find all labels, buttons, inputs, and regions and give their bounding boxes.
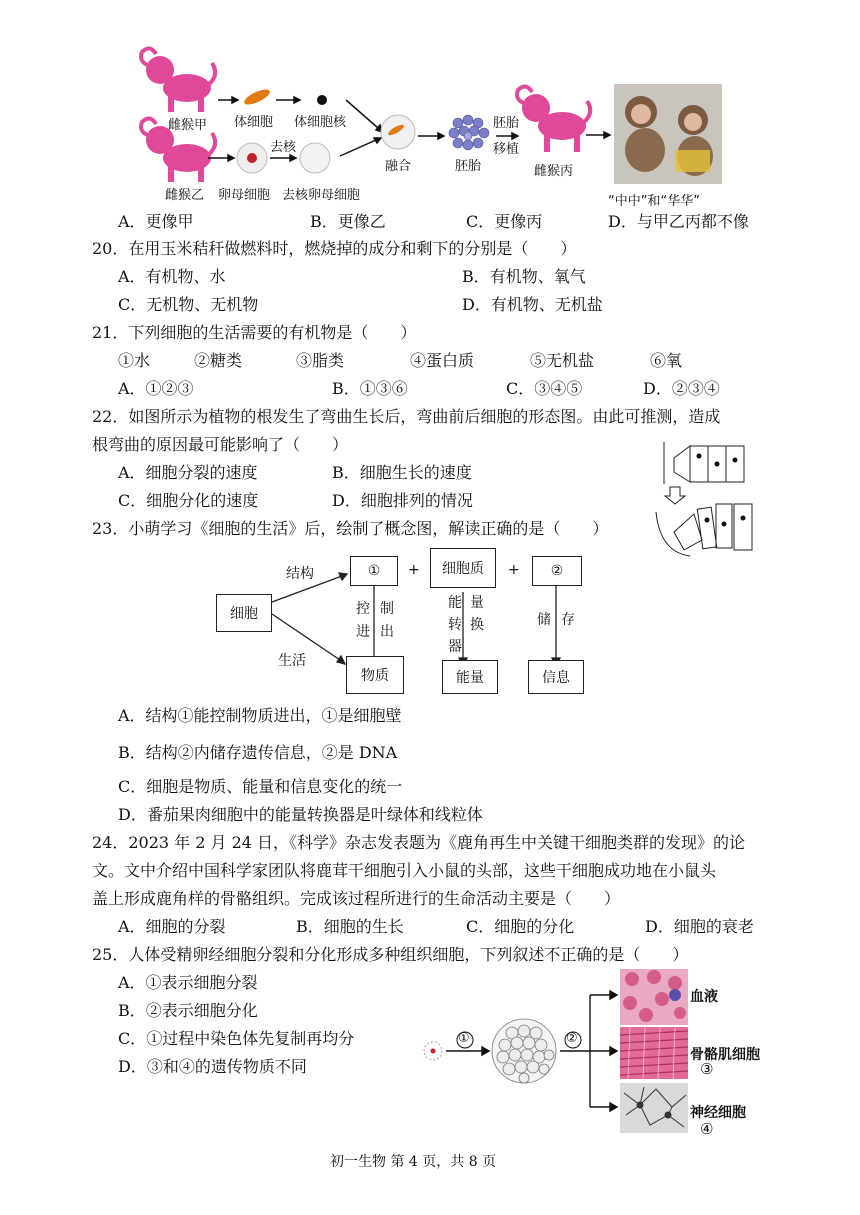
nerve-number-label: ④ [700, 1120, 714, 1138]
embryo-transfer-label-2: 移植 [493, 142, 520, 157]
concept-converter-2: 量 [470, 595, 484, 611]
monkey-a-icon [141, 48, 215, 112]
q24-stem-line3: 盖上形成鹿角样的骨骼组织。完成该过程所进行的生命活动主要是（ ） [92, 889, 621, 908]
fused-cell-icon [381, 115, 415, 149]
concept-control-2: 制 [380, 601, 394, 617]
concept-cytoplasm-box: 细胞质 [430, 548, 496, 588]
q23-option-d[interactable]: D．番茄果肉细胞中的能量转换器是叶绿体和线粒体 [118, 805, 483, 824]
q20-option-a[interactable]: A．有机物、水 [118, 267, 226, 286]
q19-option-d[interactable]: D．与甲乙丙都不像 [608, 212, 749, 231]
q24-option-c[interactable]: C．细胞的分化 [466, 917, 575, 936]
concept-store-2: 存 [561, 612, 575, 628]
q21-item-4: ④蛋白质 [410, 351, 475, 370]
monkey-b-label: 雌猴乙 [165, 188, 205, 203]
muscle-number-label: ③ [700, 1060, 714, 1078]
q21-item-6: ⑥氧 [650, 351, 683, 370]
concept-plus-1: + [408, 562, 420, 578]
q25-option-a[interactable]: A．①表示细胞分裂 [118, 973, 258, 992]
step-2-label: ② [566, 1031, 578, 1046]
monkey-c-label: 雌猴丙 [534, 164, 574, 179]
q22-stem-line2: 根弯曲的原因最可能影响了（ ） [92, 435, 349, 454]
q19-option-a[interactable]: A．更像甲 [118, 212, 194, 231]
q22-stem-line1: 22．如图所示为植物的根发生了弯曲生长后，弯曲前后细胞的形态图。由此可推测，造成 [92, 407, 721, 426]
clones-label: “中中”和“华华” [608, 194, 700, 209]
monkey-a-label: 雌猴甲 [168, 118, 208, 133]
q23-option-c[interactable]: C．细胞是物质、能量和信息变化的统一 [118, 777, 403, 796]
q25-stem: 25．人体受精卵经细胞分裂和分化形成多种组织细胞，下列叙述不正确的是（ ） [92, 945, 689, 964]
body-cell-nucleus-icon [317, 95, 327, 105]
concept-converter-1: 能 [448, 595, 462, 611]
q23-option-a[interactable]: A．结构①能控制物质进出，①是细胞壁 [118, 706, 402, 725]
blood-label: 血液 [690, 989, 718, 1005]
q24-option-d[interactable]: D．细胞的衰老 [645, 917, 754, 936]
concept-plus-2: + [508, 562, 520, 578]
concept-info-box: 信息 [528, 660, 584, 694]
q22-option-c[interactable]: C．细胞分化的速度 [118, 491, 259, 510]
q21-option-a[interactable]: A．①②③ [118, 379, 194, 398]
q20-stem: 20．在用玉米秸秆做燃料时，燃烧掉的成分和剩下的分别是（ ） [92, 239, 577, 258]
body-cell-nucleus-label: 体细胞核 [294, 115, 347, 130]
concept-store-1: 储 [537, 612, 551, 628]
embryo-label: 胚胎 [455, 159, 482, 174]
q21-option-d[interactable]: D．②③④ [643, 379, 720, 398]
concept-box-1: ① [350, 556, 398, 586]
q22-option-a[interactable]: A．细胞分裂的速度 [118, 463, 258, 482]
concept-life-label: 生活 [278, 653, 306, 669]
q19-option-c[interactable]: C．更像丙 [466, 212, 543, 231]
q21-item-2: ②糖类 [194, 351, 243, 370]
blood-tissue-image [620, 969, 688, 1025]
enucleated-egg-label: 去核卵母细胞 [282, 188, 361, 203]
q25-option-d[interactable]: D．③和④的遗传物质不同 [118, 1057, 307, 1076]
monkey-c-icon [517, 86, 590, 152]
cell-mass-icon [492, 1019, 556, 1083]
concept-control-3: 进 [356, 624, 370, 640]
nerve-tissue-image [620, 1083, 688, 1133]
concept-control-1: 控 [356, 601, 370, 617]
q24-stem-line1: 24．2023 年 2 月 24 日，《科学》杂志发表题为《鹿角再生中关键干细胞类群的发现》的论 [92, 833, 746, 852]
q23-stem: 23．小萌学习《细胞的生活》后，绘制了概念图，解读正确的是（ ） [92, 519, 609, 538]
cloned-monkeys-photo [614, 84, 722, 184]
q21-item-3: ③脂类 [296, 351, 345, 370]
muscle-label: 骨骼肌细胞 [690, 1047, 760, 1063]
concept-control-4: 出 [380, 624, 394, 640]
q20-option-d[interactable]: D．有机物、无机盐 [462, 295, 603, 314]
q21-stem: 21．下列细胞的生活需要的有机物是（ ） [92, 323, 417, 342]
q21-item-1: ①水 [118, 351, 151, 370]
body-cell-icon [242, 87, 272, 108]
q24-option-a[interactable]: A．细胞的分裂 [118, 917, 226, 936]
skeletal-muscle-image [620, 1027, 688, 1079]
concept-cell-box: 细胞 [216, 594, 272, 632]
enucleated-egg-icon [300, 143, 330, 173]
concept-converter-3: 转 [448, 617, 462, 633]
concept-converter-4: 换 [470, 617, 484, 633]
concept-structure-label: 结构 [286, 566, 314, 582]
concept-box-2: ② [532, 556, 582, 586]
nerve-label: 神经细胞 [690, 1105, 746, 1121]
step-1-label: ① [458, 1031, 470, 1046]
fusion-label: 融合 [385, 159, 412, 174]
concept-converter-5: 器 [448, 639, 462, 655]
q22-option-d[interactable]: D．细胞排列的情况 [332, 491, 473, 510]
page-footer: 初一生物 第 4 页，共 8 页 [330, 1154, 497, 1170]
cloning-diagram [0, 0, 860, 215]
q19-option-b[interactable]: B．更像乙 [310, 212, 386, 231]
embryo-icon [449, 115, 489, 150]
q21-option-b[interactable]: B．①③⑥ [332, 379, 408, 398]
q24-stem-line2: 文。文中介绍中国科学家团队将鹿茸干细胞引入小鼠的头部，这些干细胞成功地在小鼠头 [92, 861, 717, 880]
body-cell-label: 体细胞 [234, 115, 274, 130]
remove-nucleus-label: 去核 [270, 140, 297, 155]
concept-matter-box: 物质 [346, 656, 404, 694]
concept-energy-box: 能量 [442, 660, 498, 694]
q20-option-c[interactable]: C．无机物、无机物 [118, 295, 259, 314]
q25-option-c[interactable]: C．①过程中染色体先复制再均分 [118, 1029, 355, 1048]
q22-option-b[interactable]: B．细胞生长的速度 [332, 463, 472, 482]
embryo-transfer-label-1: 胚胎 [493, 116, 520, 131]
q25-option-b[interactable]: B．②表示细胞分化 [118, 1001, 258, 1020]
q24-option-b[interactable]: B．细胞的生长 [296, 917, 404, 936]
egg-cell-icon [237, 143, 267, 173]
q20-option-b[interactable]: B．有机物、氧气 [462, 267, 586, 286]
q21-option-c[interactable]: C．③④⑤ [506, 379, 583, 398]
q23-option-b[interactable]: B．结构②内储存遗传信息，②是 DNA [118, 743, 398, 762]
q21-item-5: ⑤无机盐 [530, 351, 595, 370]
egg-cell-label: 卵母细胞 [218, 188, 271, 203]
